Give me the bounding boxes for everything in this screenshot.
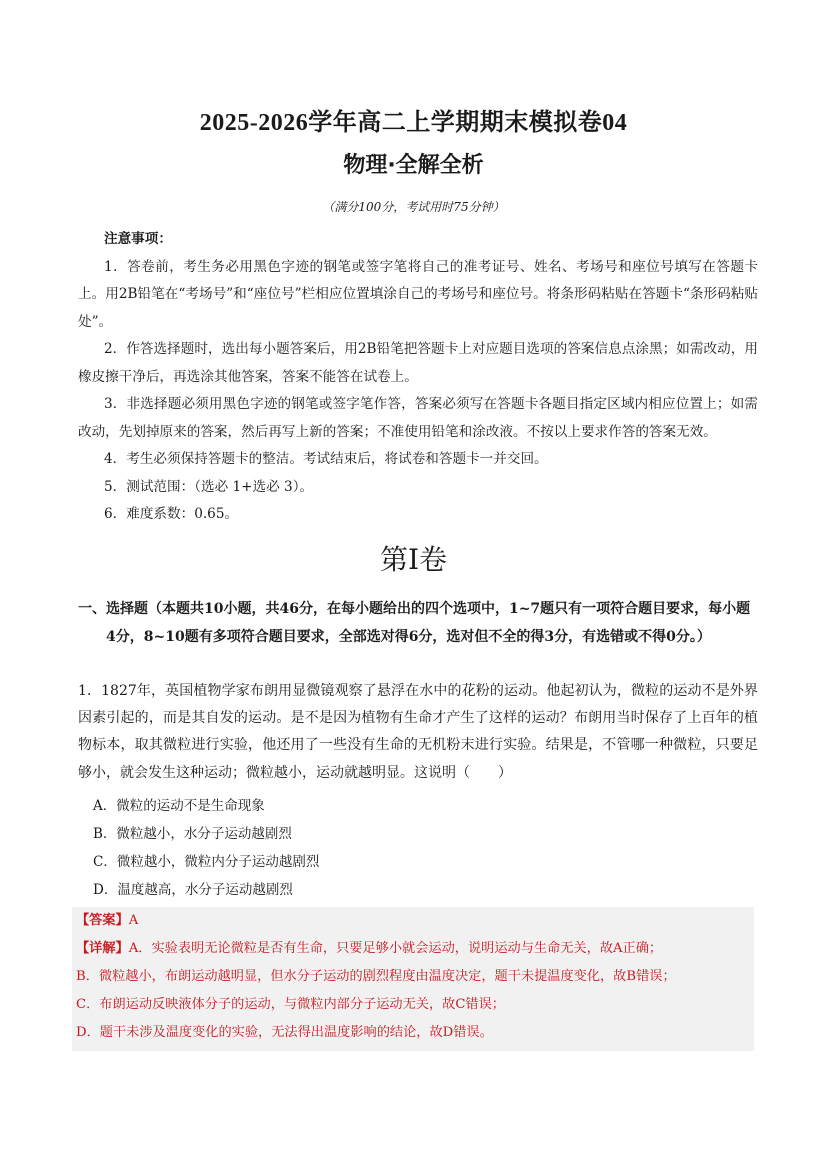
question-1 <box>78 678 758 787</box>
note-item: 3．非选择题必须用黑色字迹的钢笔或签字笔作答，答案必须写在答题卡各题目指定区域内相应位置上；如需改动，先划掉原来的答案，然后再写上新的答案；不准使用铅笔和涂改液。不按以上要求作答的答案无效。 <box>78 396 758 440</box>
answer-value: A <box>128 913 139 928</box>
note-item: 4．考生必须保持答题卡的整洁。考试结束后，将试卷和答题卡一并交回。 <box>104 451 548 467</box>
section-heading <box>78 595 758 651</box>
option-d: D．温度越高，水分子运动越剧烈 <box>93 882 293 898</box>
notes-heading: 注意事项： <box>104 231 172 247</box>
note-item: 6．难度系数：0.65。 <box>104 506 239 522</box>
detail-label: 【详解】 <box>76 941 129 956</box>
answer-line <box>76 907 750 935</box>
section-text: 一、选择题（本题共10小题，共46分，在每小题给出的四个选项中，1~7题只有一项符合题目要求，每小题4分，8~10题有多项符合题目要求，全部选对得6分，选对但不全的得3分，有选错或不得0分。） <box>78 601 751 645</box>
exam-title: 2025-2026学年高二上学期期末模拟卷04 <box>199 110 628 136</box>
solution-box <box>72 907 754 1051</box>
detail-line: D．题干未涉及温度变化的实验，无法得出温度影响的结论，故D错误。 <box>76 1025 493 1040</box>
question-stem: 1．1827年，英国植物学家布朗用显微镜观察了悬浮在水中的花粉的运动。他起初认为，微粒的运动不是外界因素引起的，而是其自发的运动。是不是因为植物有生命才产生了这样的运动？布朗用当时保存了上百年的植物标本，取其微粒进行实验，他还用了一些没有生命的无机粉末进行实验。结果是，不管哪一种微粒，只要足够小，就会发生这种运动；微粒越小，运动就越明显。这说明（ ） <box>78 683 758 781</box>
exam-meta: （满分100分，考试用时75分钟） <box>322 200 505 214</box>
exam-subtitle: 物理·全解全析 <box>343 153 484 178</box>
question-options <box>93 792 693 904</box>
detail-line: C．布朗运动反映液体分子的运动，与微粒内部分子运动无关，故C错误； <box>76 997 505 1012</box>
note-item: 2．作答选择题时，选出每小题答案后，用2B铅笔把答题卡上对应题目选项的答案信息点涂黑；如需改动，用橡皮擦干净后，再选涂其他答案，答案不能答在试卷上。 <box>78 341 758 385</box>
detail-line <box>76 935 750 963</box>
option-a: A．微粒的运动不是生命现象 <box>93 798 265 814</box>
notes-section <box>78 226 758 529</box>
answer-label: 【答案】 <box>76 913 129 928</box>
detail-line: B．微粒越小，布朗运动越明显，但水分子运动的剧烈程度由温度决定，题干未提温度变化，故B错误； <box>76 969 676 984</box>
option-c: C．微粒越小，微粒内分子运动越剧烈 <box>93 854 320 870</box>
note-item: 5．测试范围：（选必 1+选必 3）。 <box>104 478 314 495</box>
volume-heading: 第Ⅰ卷 <box>379 545 448 576</box>
note-item: 1．答卷前，考生务必用黑色字迹的钢笔或签字笔将自己的准考证号、姓名、考场号和座位号填写在答题卡上。用2B铅笔在“考场号”和“座位号”栏相应位置填涂自己的考场号和座位号。将条形码粘贴在答题卡“条形码粘贴处”。 <box>78 258 758 330</box>
detail-text: A．实验表明无论微粒是否有生命，只要足够小就会运动，说明运动与生命无关，故A正确； <box>128 941 663 956</box>
option-b: B．微粒越小，水分子运动越剧烈 <box>93 826 292 842</box>
